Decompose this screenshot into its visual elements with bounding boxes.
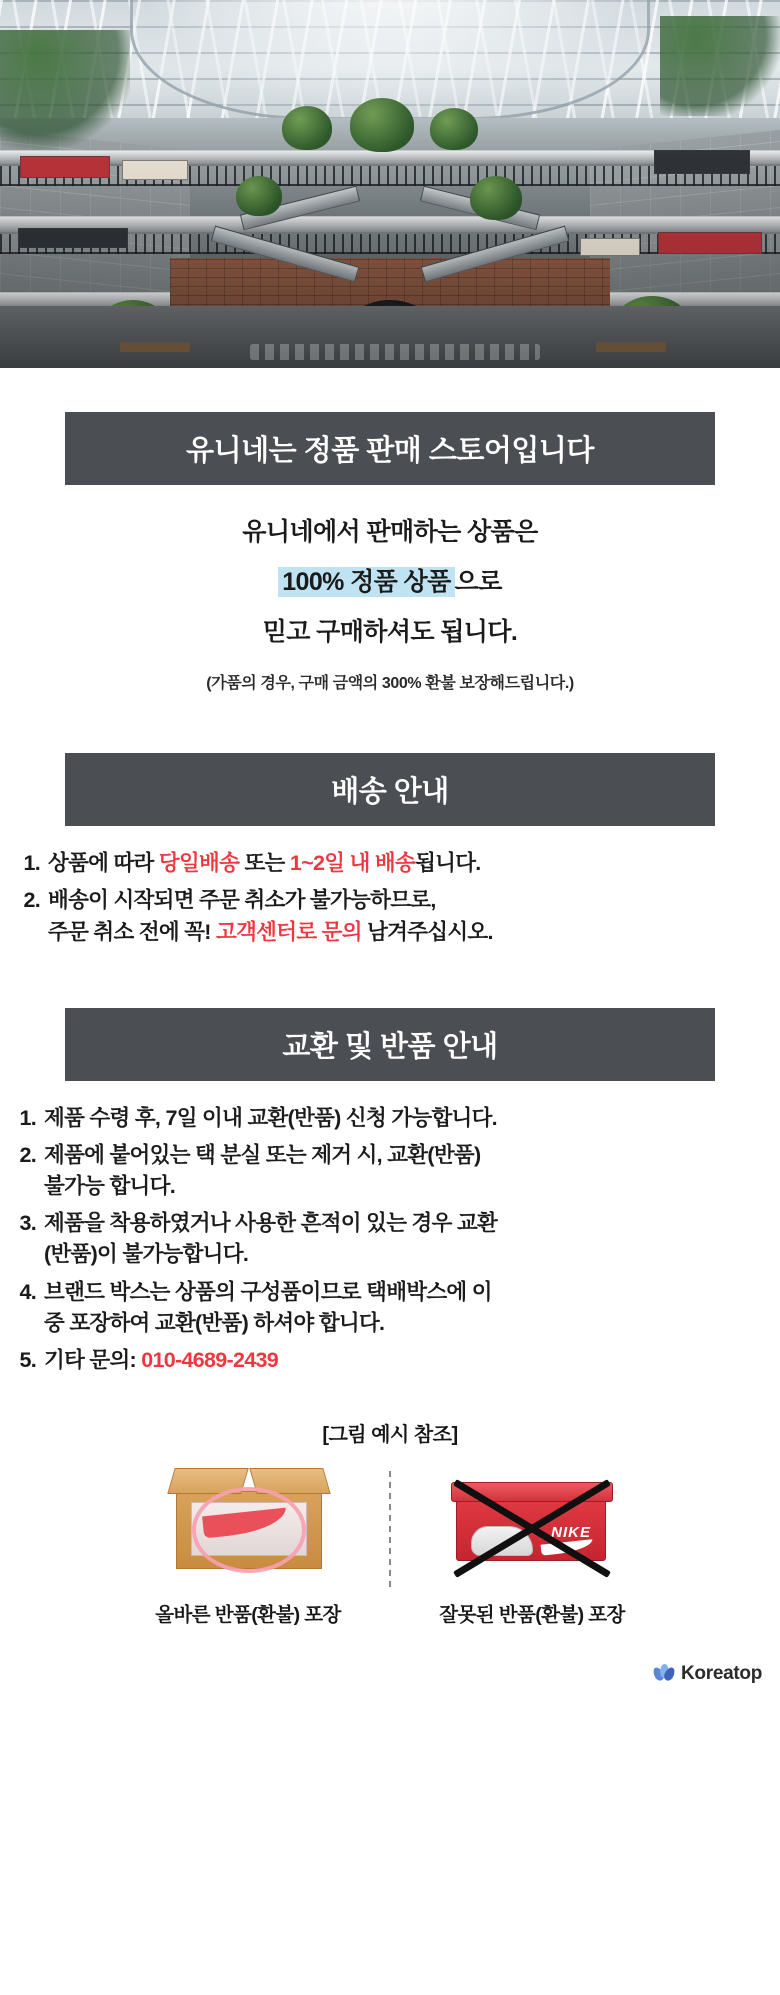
body-text: 상품에 따라 bbox=[48, 851, 159, 876]
authenticity-highlight: 100% 정품 상품 bbox=[278, 567, 454, 597]
list-item bbox=[16, 1103, 762, 1134]
emphasis-text: 010-4689-2439 bbox=[141, 1347, 279, 1372]
body-text: 제품을 착용하였거나 사용한 흔적이 있는 경우 교환 bbox=[44, 1211, 498, 1236]
koreatop-logo-icon bbox=[654, 1664, 674, 1684]
koreatop-logo-text: Koreatop bbox=[681, 1663, 762, 1685]
authenticity-line-3: 믿고 구매하셔도 됩니다. bbox=[262, 617, 518, 646]
exchange-list bbox=[16, 1103, 762, 1376]
authenticity-line-1: 유니네에서 판매하는 상품은 bbox=[242, 518, 538, 546]
body-text: 배송이 시작되면 주문 취소가 불가능하므로, bbox=[48, 888, 436, 913]
list-item-number: 3. bbox=[19, 1211, 36, 1236]
cross-mark-icon bbox=[448, 1477, 616, 1577]
content-area bbox=[0, 412, 780, 1651]
examples-row bbox=[0, 1465, 780, 1627]
footer-branding bbox=[0, 1651, 780, 1697]
example-wrong bbox=[417, 1465, 647, 1627]
list-item bbox=[12, 885, 756, 947]
wrong-packaging-illustration bbox=[432, 1465, 632, 1585]
list-item-text bbox=[44, 1103, 762, 1134]
body-text: (반품)이 불가능합니다. bbox=[44, 1242, 249, 1267]
shoe-box-brand-label: NIKE bbox=[551, 1524, 591, 1542]
examples-divider bbox=[389, 1471, 391, 1589]
list-item-number: 2. bbox=[23, 888, 40, 913]
body-text: 남겨주십시오. bbox=[361, 919, 493, 944]
authenticity-lead bbox=[0, 511, 780, 654]
body-text: 제품 수령 후, 7일 이내 교환(반품) 신청 가능합니다. bbox=[44, 1105, 497, 1130]
shipping-band-title: 배송 안내 bbox=[65, 753, 715, 826]
body-text: 불가능 합니다. bbox=[44, 1174, 175, 1199]
list-item-number: 1. bbox=[19, 1105, 36, 1130]
exchange-band-title: 교환 및 반품 안내 bbox=[65, 1008, 715, 1081]
list-item-text bbox=[44, 1277, 762, 1339]
list-item bbox=[12, 848, 756, 879]
body-text: 브랜드 박스는 상품의 구성품이므로 택배박스에 이 bbox=[44, 1279, 492, 1304]
list-item bbox=[16, 1140, 762, 1202]
correct-packaging-caption: 올바른 반품(환불) 포장 bbox=[155, 1604, 341, 1627]
list-item-text bbox=[44, 1208, 762, 1270]
body-text: 제품에 붙어있는 택 분실 또는 제거 시, 교환(반품) bbox=[44, 1142, 481, 1167]
authenticity-line-2-tail: 으로 bbox=[454, 567, 502, 596]
body-text: 됩니다. bbox=[415, 851, 481, 876]
list-item bbox=[16, 1345, 762, 1376]
list-item-number: 5. bbox=[19, 1347, 36, 1372]
body-text: 중 포장하여 교환(반품) 하셔야 합니다. bbox=[44, 1310, 385, 1335]
list-item-number: 4. bbox=[19, 1279, 36, 1304]
approved-circle-icon bbox=[192, 1487, 306, 1573]
emphasis-text: 당일배송 bbox=[158, 851, 240, 876]
emphasis-text: 고객센터로 문의 bbox=[216, 919, 362, 944]
list-item-text bbox=[48, 848, 756, 879]
wrong-packaging-caption: 잘못된 반품(환불) 포장 bbox=[439, 1604, 625, 1627]
authenticity-band-title: 유니네는 정품 판매 스토어입니다 bbox=[65, 412, 715, 485]
list-item bbox=[16, 1277, 762, 1339]
list-item-number: 1. bbox=[23, 851, 40, 876]
list-item bbox=[16, 1208, 762, 1270]
body-text: 또는 bbox=[239, 851, 290, 876]
hero-shading-overlay bbox=[0, 0, 780, 368]
shipping-list bbox=[12, 848, 756, 948]
list-item-text bbox=[44, 1345, 762, 1376]
hero-mall-image bbox=[0, 0, 780, 368]
list-item-number: 2. bbox=[19, 1142, 36, 1167]
list-item-text bbox=[44, 1140, 762, 1202]
body-text: 기타 문의: bbox=[44, 1347, 142, 1372]
authenticity-line-2 bbox=[0, 561, 780, 605]
list-item-text bbox=[48, 885, 756, 947]
body-text: 주문 취소 전에 꼭! bbox=[48, 919, 217, 944]
example-correct bbox=[133, 1465, 363, 1627]
correct-packaging-illustration bbox=[148, 1465, 348, 1585]
emphasis-text: 1~2일 내 배송 bbox=[289, 851, 416, 876]
authenticity-note: (가품의 경우, 구매 금액의 300% 환불 보장해드립니다.) bbox=[206, 675, 574, 693]
examples-title: [그림 예시 참조] bbox=[322, 1424, 458, 1447]
